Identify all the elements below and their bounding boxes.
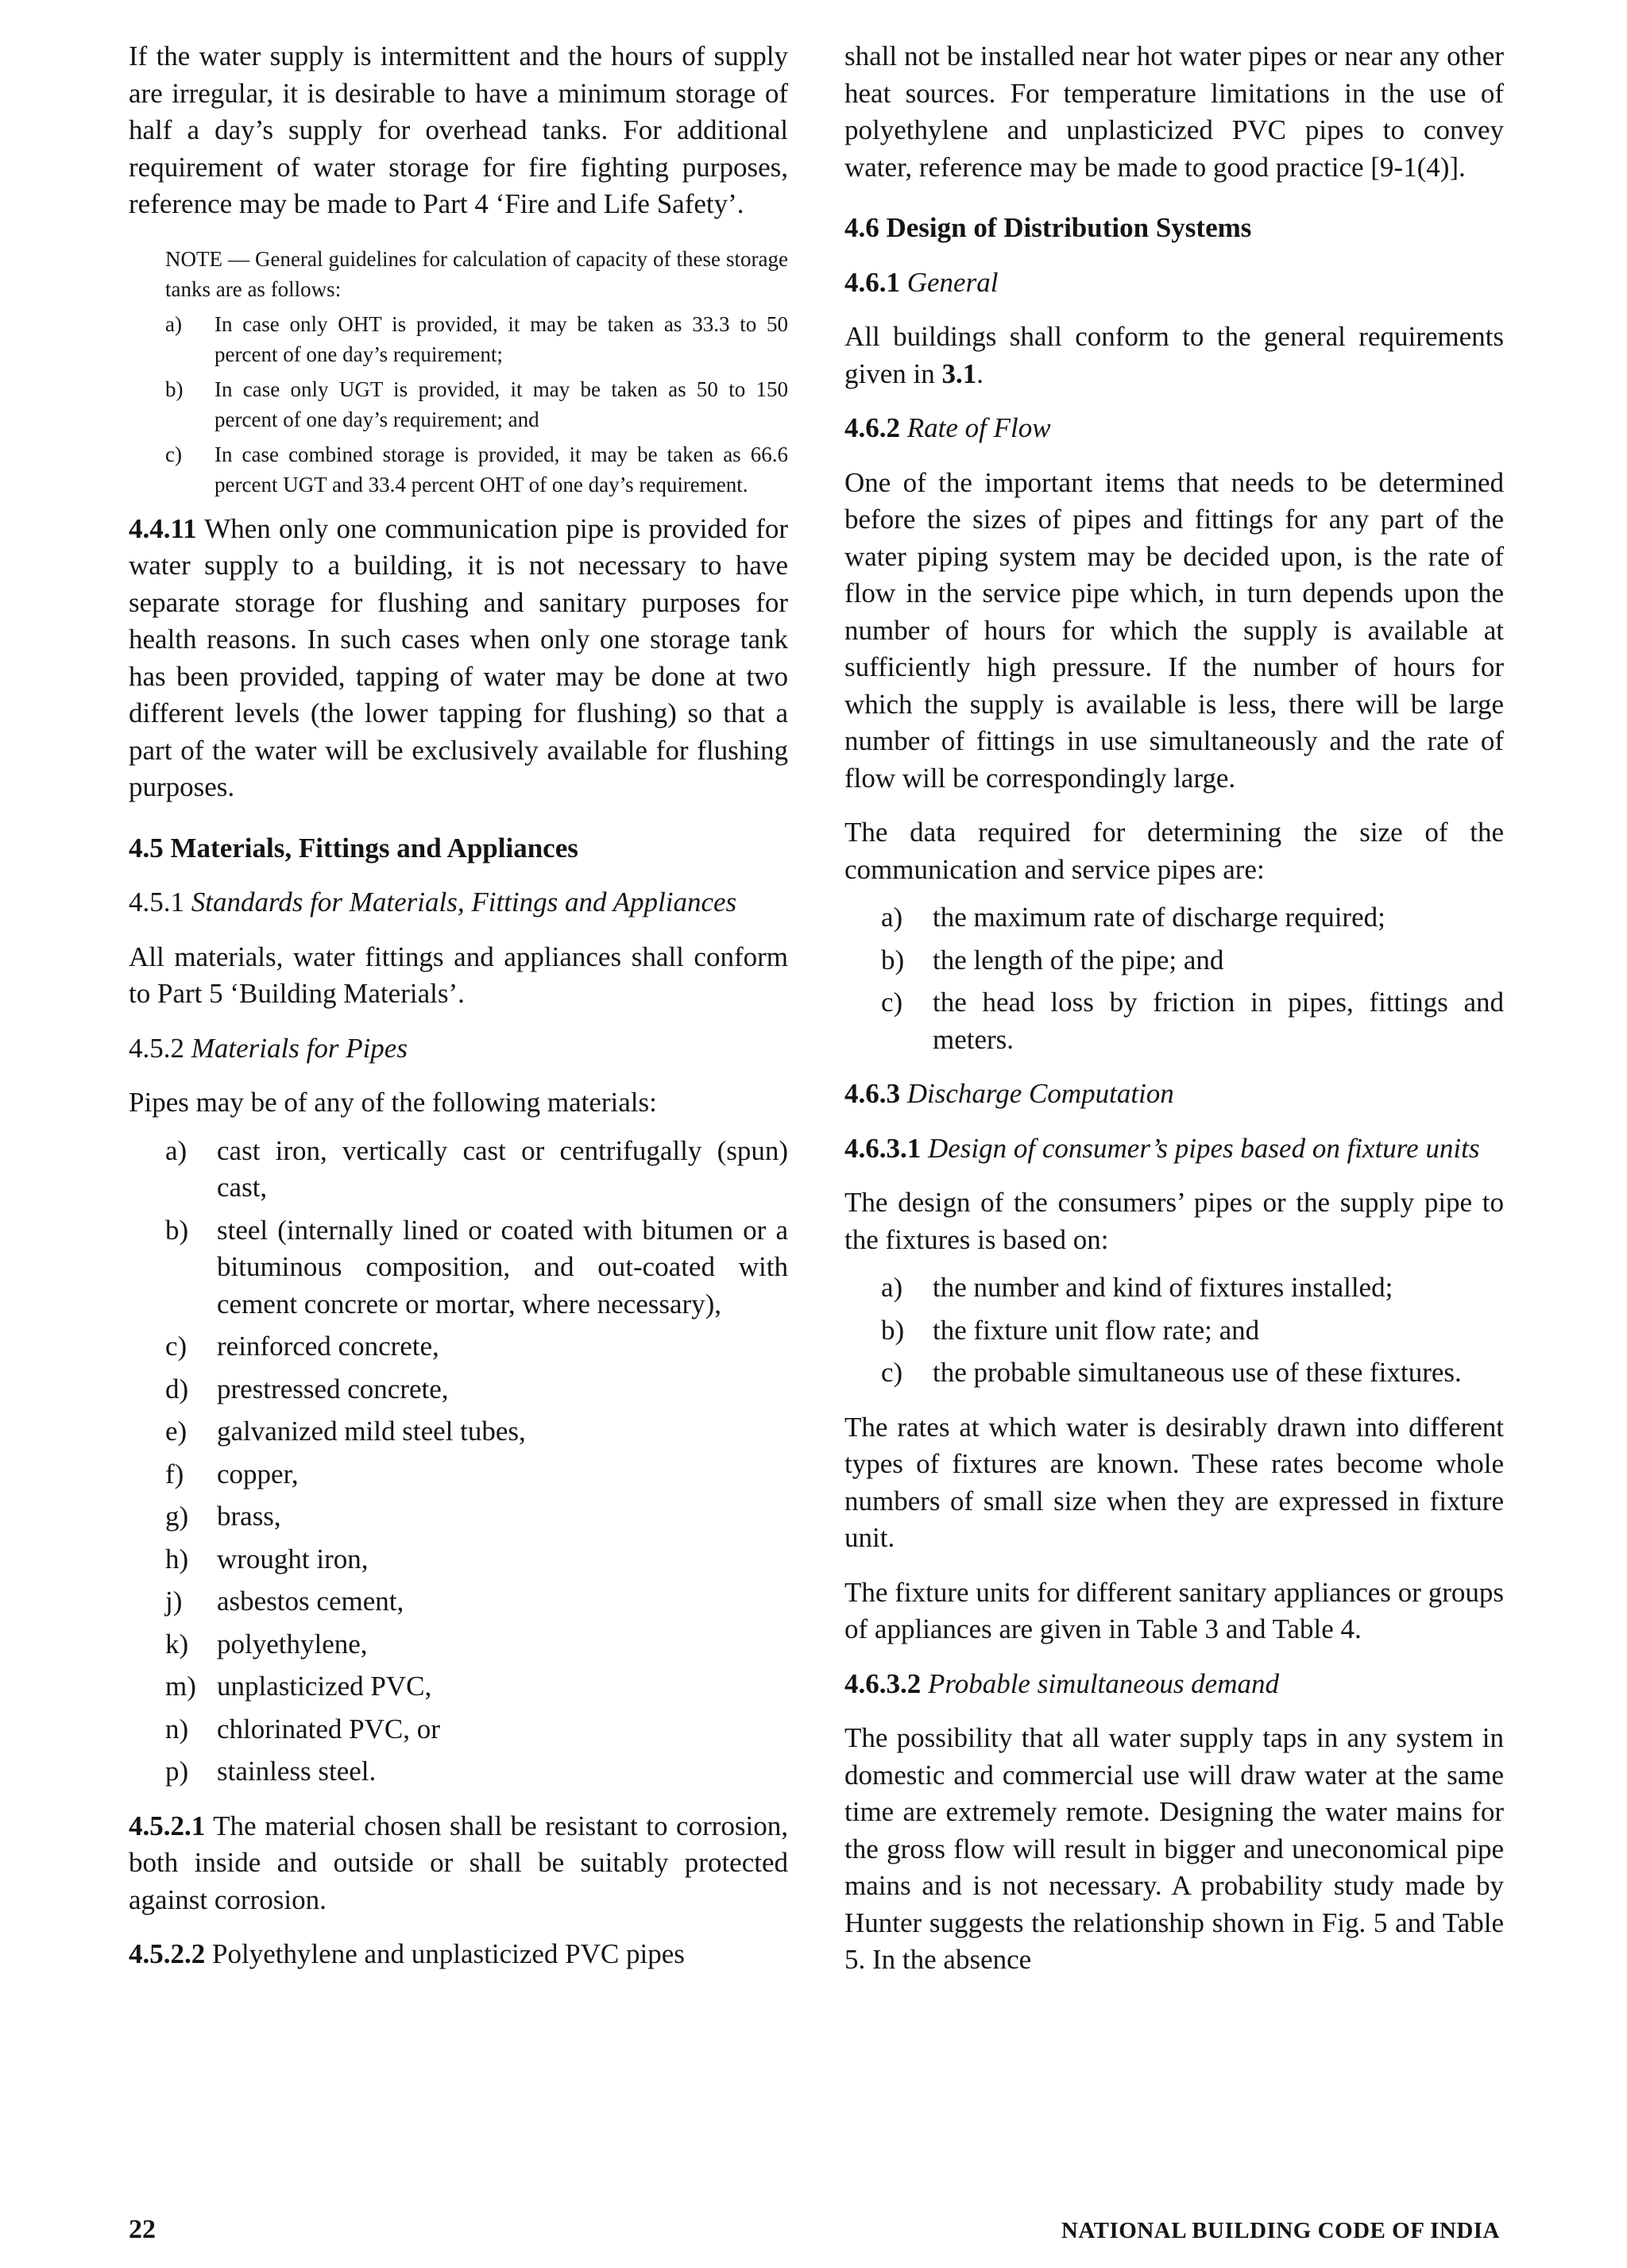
list-item-text: galvanized mild steel tubes, [217, 1416, 526, 1447]
subsection-4-6-3-2 [844, 1666, 1504, 1703]
list-item-text: the maximum rate of discharge required; [933, 902, 1385, 933]
list-item-text: the number and kind of fixtures installed; [933, 1272, 1393, 1303]
list-item [165, 1626, 788, 1663]
clause-number: 4.4.11 [129, 512, 197, 544]
section-heading-4-5: 4.5 Materials, Fittings and Appliances [129, 832, 578, 864]
subsection-title: Materials for Pipes [191, 1032, 408, 1064]
list-item [165, 1328, 788, 1366]
list-item-text: the length of the pipe; and [933, 944, 1224, 976]
intro-paragraph: If the water supply is intermittent and the hours of supply are irregular, it is desirable to have a minimum storage of half a day’s supply for overhead tanks. For additional requirement of water storage for fire fighting purposes, reference may be made to Part 4 ‘Fire and Life Safety’. [129, 41, 788, 219]
list-item [165, 1371, 788, 1408]
storage-note-list [129, 309, 788, 500]
list-item [165, 1456, 788, 1493]
page-number: 22 [129, 2215, 156, 2244]
subsection-number: 4.5.2 [129, 1032, 184, 1064]
list-item [165, 1212, 788, 1323]
list-item [165, 1133, 788, 1207]
list-item-label: k) [165, 1628, 189, 1659]
list-item-text: the fixture unit flow rate; and [933, 1314, 1260, 1346]
subsection-number: 4.6.2 [844, 412, 900, 443]
note-item [129, 374, 788, 435]
list-item [165, 1583, 788, 1621]
list-item-text: wrought iron, [217, 1543, 369, 1574]
section-heading-4-6: 4.6 Design of Distribution Systems [844, 212, 1252, 243]
paragraph-4-6-2: One of the important items that needs to be determined before the sizes of pipes and fittings for any part of the water piping system may be decided upon, is the rate of flow in the service pipe which, in turn depends upon the number of hours for which the supply is available at sufficiently high pressure. If the number of hours for which the supply is available is less, there will be large number of fittings in use simultaneously and the rate of flow will be correspondingly large. [844, 466, 1504, 794]
list-item [881, 1269, 1504, 1307]
paragraph-4-5-2: Pipes may be of any of the following materials: [129, 1087, 657, 1118]
paragraph-4-5-1: All materials, water fittings and appliances shall conform to Part 5 ‘Building Materials’. [129, 941, 788, 1009]
subsection-4-6-3 [844, 1076, 1504, 1113]
paragraph-rates: The rates at which water is desirably drawn into different types of fixtures are known. These rates become whole numbers of small size when they are expressed in fixture unit. [844, 1411, 1504, 1553]
list-item-text: reinforced concrete, [217, 1331, 439, 1362]
note-item-text: In case only OHT is provided, it may be taken as 33.3 to 50 percent of one day’s requirement; [214, 311, 788, 366]
paragraph-text: All buildings shall conform to the general requirements given in [844, 321, 1504, 389]
paragraph-4-6-1 [844, 319, 1504, 392]
clause-text: When only one communication pipe is provided for water supply to a building, it is not necessary to have separate storage for flushing and sanitary purposes for health reasons. In such cases when only one storage tank has been provided, tapping of water may be done at two different levels (the lower tapping for flushing) so that a part of the water will be exclusively available for flushing purposes. [129, 512, 788, 802]
clause-text: Polyethylene and unplasticized PVC pipes [205, 1938, 685, 1969]
list-item-text: copper, [217, 1458, 299, 1489]
list-item-label: f) [165, 1458, 184, 1489]
cross-reference: 3.1 [941, 357, 977, 389]
list-item [165, 1753, 788, 1791]
pipe-materials-list [129, 1133, 788, 1791]
subsection-4-5-2 [129, 1030, 788, 1068]
design-basis-list [844, 1269, 1504, 1392]
continued-paragraph: shall not be installed near hot water pipes or near any other heat sources. For temperature limitations in the use of polyethylene and unplasticized PVC pipes to convey water, reference may be made to good practice [9-1(4)]. [844, 41, 1504, 183]
subsection-number: 4.6.3 [844, 1078, 900, 1109]
note-item-label: a) [165, 311, 182, 336]
list-item [881, 899, 1504, 937]
paragraph-text: . [976, 357, 984, 389]
list-item [165, 1413, 788, 1451]
list-item-label: g) [165, 1501, 189, 1532]
list-item-text: asbestos cement, [217, 1586, 404, 1617]
subsection-4-6-3-1 [844, 1130, 1504, 1168]
list-item-label: c) [881, 1357, 903, 1388]
list-item-text: cast iron, vertically cast or centrifugally (spun) cast, [217, 1134, 788, 1203]
subsection-title: Standards for Materials, Fittings and Appliances [191, 887, 737, 918]
list-item-text: stainless steel. [217, 1756, 377, 1787]
list-item-label: b) [881, 944, 905, 976]
list-item-text: chlorinated PVC, or [217, 1713, 440, 1744]
list-item-text: steel (internally lined or coated with bitumen or a bituminous composition, and out-coated with cement concrete or mortar, where necessary), [217, 1214, 788, 1319]
clause-4-5-2-2 [129, 1936, 788, 1973]
left-column [129, 38, 788, 1973]
list-item-label: e) [165, 1416, 187, 1447]
list-item-label: h) [165, 1543, 189, 1574]
data-required-list [844, 899, 1504, 1058]
clause-text: The material chosen shall be resistant to corrosion, both inside and outside or shall be suitably protected against corrosion. [129, 1810, 788, 1915]
subsection-title: General [906, 266, 999, 298]
storage-note: NOTE — General guidelines for calculation of capacity of these storage tanks are as follows: [165, 246, 788, 301]
subsection-number: 4.6.3.1 [844, 1132, 922, 1164]
list-item [165, 1541, 788, 1578]
list-item-label: n) [165, 1713, 189, 1744]
list-item [165, 1711, 788, 1748]
clause-4-4-11 [129, 511, 788, 806]
paragraph-data-required: The data required for determining the size of the communication and service pipes are: [844, 817, 1504, 885]
publication-title: NATIONAL BUILDING CODE OF INDIA [1061, 2218, 1500, 2243]
list-item-label: a) [881, 1272, 903, 1303]
note-item-text: In case combined storage is provided, it may be taken as 66.6 percent UGT and 33.4 percent OHT of one day’s requirement. [214, 442, 788, 496]
clause-number: 4.5.2.1 [129, 1810, 206, 1841]
list-item-label: p) [165, 1756, 189, 1787]
list-item-label: c) [165, 1331, 187, 1362]
list-item-label: j) [165, 1586, 183, 1617]
list-item-text: the probable simultaneous use of these fixtures. [933, 1357, 1462, 1388]
list-item-text: polyethylene, [217, 1628, 368, 1659]
paragraph-4-6-3-2: The possibility that all water supply taps in any system in domestic and commercial use will draw water at the same time are extremely remote. Designing the water mains for the gross flow will result in bigger and uneconomical pipe mains and is not necessary. A probability study made by Hunter suggests the relationship shown in Fig. 5 and Table 5. In the absence [844, 1722, 1504, 1975]
note-item-label: c) [165, 442, 182, 466]
note-item-label: b) [165, 377, 184, 401]
subsection-title: Probable simultaneous demand [928, 1667, 1279, 1699]
subsection-number: 4.6.1 [844, 266, 900, 298]
list-item-text: the head loss by friction in pipes, fittings and meters. [933, 987, 1504, 1055]
list-item-label: c) [881, 987, 903, 1018]
subsection-4-5-1 [129, 884, 788, 921]
list-item-text: brass, [217, 1501, 281, 1532]
subsection-4-6-1 [844, 265, 1504, 302]
list-item [881, 1354, 1504, 1392]
list-item-label: m) [165, 1671, 196, 1702]
note-item [129, 309, 788, 369]
subsection-title: Rate of Flow [906, 412, 1051, 443]
right-column [844, 38, 1504, 1979]
clause-4-5-2-1 [129, 1808, 788, 1919]
list-item-label: b) [881, 1314, 905, 1346]
paragraph-fixture-units: The fixture units for different sanitary appliances or groups of appliances are given in Table 3 and Table 4. [844, 1576, 1504, 1644]
list-item [881, 942, 1504, 979]
subsection-title: Discharge Computation [906, 1078, 1174, 1109]
subsection-4-6-2 [844, 410, 1504, 447]
list-item-label: a) [881, 902, 903, 933]
list-item-label: d) [165, 1373, 189, 1404]
list-item-label: b) [165, 1214, 189, 1246]
list-item [881, 1312, 1504, 1350]
subsection-number: 4.6.3.2 [844, 1667, 922, 1699]
paragraph-4-6-3-1: The design of the consumers’ pipes or the supply pipe to the fixtures is based on: [844, 1187, 1504, 1255]
list-item-text: unplasticized PVC, [217, 1671, 432, 1702]
list-item [165, 1668, 788, 1706]
list-item-text: prestressed concrete, [217, 1373, 449, 1404]
note-item [129, 439, 788, 500]
list-item [881, 984, 1504, 1058]
list-item [165, 1498, 788, 1536]
subsection-number: 4.5.1 [129, 887, 184, 918]
clause-number: 4.5.2.2 [129, 1938, 206, 1969]
list-item-label: a) [165, 1134, 187, 1166]
subsection-title: Design of consumer’s pipes based on fixture units [928, 1132, 1480, 1164]
note-item-text: In case only UGT is provided, it may be taken as 50 to 150 percent of one day’s requirement; and [214, 377, 788, 431]
